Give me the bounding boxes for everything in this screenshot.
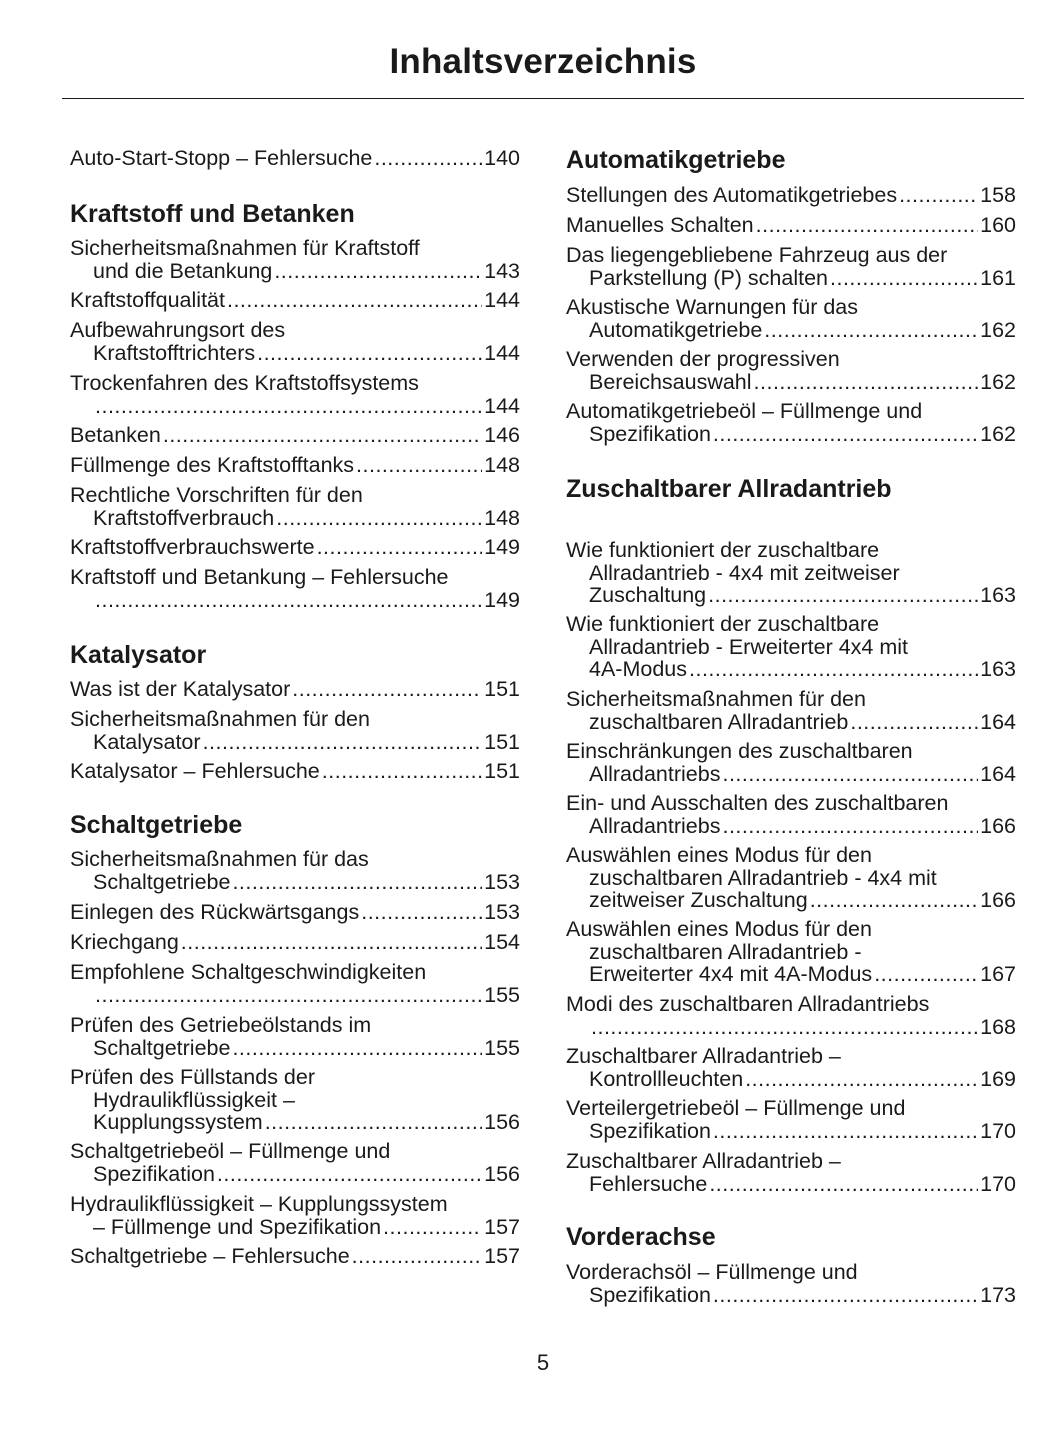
toc-page-number: 169 [980, 1066, 1016, 1091]
toc-entry-line [566, 371, 1016, 394]
toc-entry[interactable] [70, 931, 520, 954]
toc-entry-text: Kraftstoffverbrauchswerte [70, 535, 315, 559]
toc-entry[interactable] [70, 760, 520, 783]
toc-entry[interactable] [70, 1140, 520, 1185]
toc-entry-text: Bereichsauswahl [589, 369, 752, 394]
toc-entry[interactable] [70, 708, 520, 753]
toc-entry-line [70, 319, 520, 342]
toc-entry-line [566, 584, 1016, 607]
dot-leader [163, 424, 482, 447]
dot-leader [689, 658, 978, 681]
toc-entry-text: Allradantrieb - 4x4 mit zeitweiser [589, 560, 900, 585]
toc-page-number: 162 [980, 369, 1016, 394]
toc-entry[interactable] [70, 319, 520, 364]
toc-entry-line [566, 993, 1016, 1016]
dot-leader [356, 454, 482, 477]
toc-entry-text: – Füllmenge und Spezifikation [93, 1214, 382, 1239]
dot-leader [756, 214, 978, 237]
toc-entry-text: Rechtliche Vorschriften für den [70, 483, 363, 507]
toc-entry-text: Allradantriebs [589, 813, 721, 838]
toc-entry-line [70, 848, 520, 871]
toc-entry[interactable] [70, 1193, 520, 1238]
toc-page-number: 160 [980, 213, 1016, 237]
toc-entry-text: Zuschaltbarer Allradantrieb – [566, 1044, 841, 1068]
toc-entry-text: Spezifikation [589, 1282, 711, 1307]
toc-entry-text: Schaltgetriebeöl – Füllmenge und [70, 1139, 391, 1163]
toc-page-number: 149 [484, 587, 520, 612]
dot-leader [232, 871, 482, 894]
toc-entry-line [70, 901, 520, 924]
toc-page-number: 158 [980, 183, 1016, 207]
toc-page-number: 146 [484, 423, 520, 447]
dot-leader [203, 731, 483, 754]
toc-entry-text: Schaltgetriebe [93, 869, 231, 894]
section-heading: Katalysator [70, 641, 207, 669]
toc-page-number: 155 [484, 982, 520, 1007]
toc-entry-text: Zuschaltbarer Allradantrieb – [566, 1149, 841, 1173]
toc-entry-text: Verteilergetriebeöl – Füllmenge und [566, 1096, 906, 1120]
toc-entry-line [70, 931, 520, 954]
toc-entry-line [566, 1068, 1016, 1091]
toc-entry-line [70, 237, 520, 260]
toc-entry-line [70, 289, 520, 312]
toc-entry-text: Hydraulikflüssigkeit – [93, 1087, 295, 1112]
toc-entry-text: Prüfen des Füllstands der [70, 1065, 315, 1089]
dot-leader [276, 507, 482, 530]
toc-entry-line [70, 678, 520, 701]
toc-page-number: 143 [484, 258, 520, 283]
dot-leader [95, 395, 482, 418]
toc-entry-line [566, 613, 1016, 636]
toc-page-number: 157 [484, 1214, 520, 1239]
toc-entry-text: Sicherheitsmaßnahmen für das [70, 847, 369, 871]
toc-entry-text: Akustische Warnungen für das [566, 295, 858, 319]
toc-entry-text: Auswählen eines Modus für den [566, 843, 872, 867]
toc-page-number: 173 [980, 1282, 1016, 1307]
toc-page-number: 162 [980, 421, 1016, 446]
dot-leader [709, 1173, 978, 1196]
toc-entry-line [566, 296, 1016, 319]
dot-leader [383, 1216, 482, 1239]
toc-entry-line [70, 1245, 520, 1268]
toc-page-number: 156 [484, 1161, 520, 1186]
toc-entry-text: Schaltgetriebe – Fehlersuche [70, 1244, 350, 1268]
dot-leader [708, 584, 978, 607]
toc-entry-text: Vorderachsöl – Füllmenge und [566, 1260, 858, 1284]
toc-entry-text: Spezifikation [93, 1161, 215, 1186]
dot-leader [181, 931, 482, 954]
toc-entry[interactable] [70, 424, 520, 447]
toc-entry-line [70, 484, 520, 507]
toc-entry-line [566, 711, 1016, 734]
toc-page-number: 154 [484, 930, 520, 954]
toc-entry-text: Sicherheitsmaßnahmen für Kraftstoff [70, 236, 420, 260]
toc-entry[interactable] [566, 1045, 1016, 1090]
toc-entry-line [70, 708, 520, 731]
toc-entry[interactable] [70, 1014, 520, 1059]
toc-entry-line [566, 867, 1016, 890]
dot-leader [713, 423, 978, 446]
toc-entry-text: Allradantrieb - Erweiterter 4x4 mit [589, 634, 909, 659]
toc-entry-line [566, 636, 1016, 659]
toc-entry-line [70, 536, 520, 559]
toc-entry[interactable] [566, 1261, 1016, 1306]
toc-entry-text: Zuschaltung [589, 583, 707, 607]
toc-page-number: 161 [980, 265, 1016, 290]
toc-entry-line [566, 1261, 1016, 1284]
toc-entry[interactable] [70, 961, 520, 1006]
toc-entry-text: Sicherheitsmaßnahmen für den [70, 707, 370, 731]
toc-entry[interactable] [70, 147, 520, 170]
toc-entry-line [566, 244, 1016, 267]
toc-entry-text: Prüfen des Getriebeölstands im [70, 1013, 372, 1037]
toc-entry-line [566, 562, 1016, 585]
toc-entry[interactable] [566, 792, 1016, 837]
toc-entry-line [566, 941, 1016, 964]
toc-entry[interactable] [566, 1150, 1016, 1195]
toc-entry-line [566, 740, 1016, 763]
toc-entry[interactable] [70, 372, 520, 417]
toc-entry-text: Kupplungssystem [93, 1110, 263, 1134]
toc-page-number: 164 [980, 761, 1016, 786]
dot-leader [899, 184, 978, 207]
toc-entry[interactable] [70, 566, 520, 611]
toc-entry-text: zuschaltbaren Allradantrieb [589, 709, 849, 734]
toc-entry-line [566, 1150, 1016, 1173]
toc-entry-text: Parkstellung (P) schalten [589, 265, 828, 290]
dot-leader [95, 984, 482, 1007]
dot-leader [232, 1037, 482, 1060]
toc-entry-line [70, 372, 520, 395]
dot-leader [265, 1111, 482, 1134]
toc-entry-line [70, 342, 520, 365]
toc-entry-line [566, 889, 1016, 912]
toc-entry-text: Einlegen des Rückwärtsgangs [70, 900, 360, 924]
section-heading: Automatikgetriebe [566, 146, 786, 174]
toc-entry-line [70, 395, 520, 418]
toc-entry[interactable] [70, 901, 520, 924]
dot-leader [292, 678, 482, 701]
toc-page-number: 170 [980, 1118, 1016, 1143]
toc-entry[interactable] [566, 244, 1016, 289]
toc-entry-text: Spezifikation [589, 1118, 711, 1143]
toc-entry[interactable] [566, 1097, 1016, 1142]
toc-entry-line [566, 792, 1016, 815]
page-number: 5 [536, 1350, 550, 1375]
toc-page-number: 166 [980, 888, 1016, 912]
toc-entry-line [566, 815, 1016, 838]
toc-page-number: 164 [980, 709, 1016, 734]
toc-page-number: 162 [980, 317, 1016, 342]
toc-entry-text: Wie funktioniert der zuschaltbare [566, 612, 880, 636]
toc-entry-text: Kraftstoff und Betankung – Fehlersuche [70, 565, 449, 589]
toc-entry[interactable] [70, 289, 520, 312]
toc-page-number: 153 [484, 900, 520, 924]
toc-page-number: 148 [484, 505, 520, 530]
toc-page-number: 168 [980, 1014, 1016, 1039]
dot-leader [830, 267, 978, 290]
toc-page-number: 140 [484, 146, 520, 170]
toc-entry-text: Trockenfahren des Kraftstoffsystems [70, 371, 419, 395]
toc-page-number: 167 [980, 962, 1016, 986]
toc-entry[interactable] [566, 688, 1016, 733]
toc-entry-text: Füllmenge des Kraftstofftanks [70, 453, 355, 477]
toc-entry-line [70, 1111, 520, 1134]
dot-leader [754, 371, 979, 394]
toc-entry-text: zeitweiser Zuschaltung [589, 888, 808, 912]
dot-leader [95, 589, 482, 612]
toc-entry-line [566, 184, 1016, 207]
toc-page-number: 151 [484, 759, 520, 783]
section-heading: Kraftstoff und Betanken [70, 200, 355, 228]
toc-entry[interactable] [566, 613, 1016, 681]
toc-entry-text: zuschaltbaren Allradantrieb - 4x4 mit [589, 865, 937, 890]
toc-entry-text: Verwenden der progressiven [566, 347, 840, 371]
toc-entry-line [566, 763, 1016, 786]
toc-entry-line [566, 1097, 1016, 1120]
toc-entry-text: Auto-Start-Stopp – Fehlersuche [70, 146, 373, 170]
toc-entry-text: Automatikgetriebe [589, 317, 763, 342]
toc-entry-text: Stellungen des Automatikgetriebes [566, 183, 898, 207]
toc-entry-line [566, 1120, 1016, 1143]
toc-entry[interactable] [566, 844, 1016, 912]
toc-entry-text: Betanken [70, 423, 161, 447]
toc-entry-line [566, 963, 1016, 986]
toc-entry-line [70, 1066, 520, 1089]
dot-leader [317, 536, 483, 559]
toc-page-number: 148 [484, 453, 520, 477]
toc-page-number: 157 [484, 1244, 520, 1268]
toc-page-number: 166 [980, 813, 1016, 838]
toc-entry[interactable] [70, 484, 520, 529]
section-heading: Schaltgetriebe [70, 811, 243, 839]
toc-entry-text: Auswählen eines Modus für den [566, 917, 872, 941]
dot-leader [591, 1016, 978, 1039]
toc-entry[interactable] [70, 536, 520, 559]
dot-leader [713, 1284, 978, 1307]
dot-leader [257, 342, 482, 365]
dot-leader [764, 319, 978, 342]
toc-entry-line [70, 424, 520, 447]
toc-entry-text: Kontrollleuchten [589, 1066, 744, 1091]
toc-entry-text: Sicherheitsmaßnahmen für den [566, 687, 866, 711]
toc-entry-text: Kraftstofftrichters [93, 340, 256, 365]
toc-entry-text: zuschaltbaren Allradantrieb - [589, 939, 862, 964]
toc-entry-text: Allradantriebs [589, 761, 721, 786]
toc-entry-line [70, 1193, 520, 1216]
dot-leader [374, 147, 482, 170]
toc-page-number: 151 [484, 677, 520, 701]
toc-entry[interactable] [566, 296, 1016, 341]
toc-entry-line [566, 918, 1016, 941]
toc-entry-line [70, 454, 520, 477]
toc-entry-line [566, 1045, 1016, 1068]
toc-entry-line [70, 1037, 520, 1060]
toc-entry-line [566, 348, 1016, 371]
toc-entry-line [566, 539, 1016, 562]
toc-entry[interactable] [566, 184, 1016, 207]
toc-entry[interactable] [70, 1066, 520, 1134]
toc-page-number: 149 [484, 535, 520, 559]
title-divider [62, 98, 1024, 99]
toc-entry-text: Spezifikation [589, 421, 711, 446]
toc-page-number: 153 [484, 869, 520, 894]
toc-page-number: 163 [980, 657, 1016, 681]
toc-entry[interactable] [566, 539, 1016, 607]
toc-entry-text: Einschränkungen des zuschaltbaren [566, 739, 913, 763]
toc-entry-text: Kriechgang [70, 930, 179, 954]
toc-entry-line [70, 984, 520, 1007]
dot-leader [352, 1245, 482, 1268]
toc-entry[interactable] [70, 848, 520, 893]
toc-page-number: 144 [484, 288, 520, 312]
toc-page-number: 144 [484, 393, 520, 418]
toc-page-number: 144 [484, 340, 520, 365]
toc-entry-line [566, 400, 1016, 423]
toc-entry[interactable] [70, 1245, 520, 1268]
toc-entry-line [70, 1089, 520, 1112]
dot-leader [322, 760, 482, 783]
toc-entry-text: Fehlersuche [589, 1171, 708, 1196]
toc-entry-text: Kraftstoffverbrauch [93, 505, 275, 530]
toc-entry-text: Automatikgetriebeöl – Füllmenge und [566, 399, 923, 423]
dot-leader [722, 763, 978, 786]
dot-leader [227, 289, 482, 312]
toc-entry-line [566, 1016, 1016, 1039]
toc-entry-text: Kraftstoffqualität [70, 288, 225, 312]
toc-entry-text: Katalysator [93, 729, 201, 754]
dot-leader [850, 711, 978, 734]
section-heading: Zuschaltbarer Allradantrieb [566, 475, 892, 503]
toc-entry-line [566, 267, 1016, 290]
toc-entry-line [566, 1284, 1016, 1307]
toc-entry-line [566, 688, 1016, 711]
toc-entry-line [70, 566, 520, 589]
toc-entry-text: Wie funktioniert der zuschaltbare [566, 538, 880, 562]
toc-entry-line [566, 319, 1016, 342]
toc-entry-line [70, 961, 520, 984]
dot-leader [810, 889, 978, 912]
toc-page-number: 156 [484, 1110, 520, 1134]
toc-entry[interactable] [566, 993, 1016, 1038]
toc-entry-text: Was ist der Katalysator [70, 677, 291, 701]
dot-leader [217, 1163, 482, 1186]
toc-entry-text: Hydraulikflüssigkeit – Kupplungssystem [70, 1192, 448, 1216]
toc-entry-line [566, 214, 1016, 237]
toc-entry-line [566, 658, 1016, 681]
toc-entry-text: Aufbewahrungsort des [70, 318, 286, 342]
toc-entry-line [70, 507, 520, 530]
toc-entry[interactable] [70, 237, 520, 282]
toc-entry[interactable] [70, 678, 520, 701]
toc-entry-text: Erweiterter 4x4 mit 4A-Modus [589, 962, 873, 986]
dot-leader [361, 901, 482, 924]
dot-leader [874, 963, 978, 986]
toc-entry-line [70, 1216, 520, 1239]
toc-entry-line [70, 1140, 520, 1163]
toc-entry-text: Katalysator – Fehlersuche [70, 759, 320, 783]
toc-entry-text: Modi des zuschaltbaren Allradantriebs [566, 992, 930, 1016]
toc-entry-text: Schaltgetriebe [93, 1035, 231, 1060]
dot-leader [745, 1068, 978, 1091]
toc-entry[interactable] [566, 214, 1016, 237]
toc-entry-line [70, 871, 520, 894]
toc-entry-line [70, 1014, 520, 1037]
toc-entry-line [566, 844, 1016, 867]
toc-entry-text: Empfohlene Schaltgeschwindigkeiten [70, 960, 427, 984]
dot-leader [713, 1120, 978, 1143]
toc-entry-line [70, 1163, 520, 1186]
toc-page-number: 170 [980, 1171, 1016, 1196]
toc-entry-text: Ein- und Ausschalten des zuschaltbaren [566, 791, 949, 815]
toc-entry-line [70, 589, 520, 612]
toc-entry-line [70, 260, 520, 283]
toc-entry-line [566, 1173, 1016, 1196]
toc-entry-text: 4A-Modus [589, 657, 687, 681]
toc-page-number: 151 [484, 729, 520, 754]
toc-entry[interactable] [566, 918, 1016, 986]
toc-page-number: 163 [980, 583, 1016, 607]
page-title: Inhaltsverzeichnis [389, 42, 697, 81]
toc-entry[interactable] [566, 348, 1016, 393]
toc-page-number: 155 [484, 1035, 520, 1060]
toc-entry[interactable] [566, 740, 1016, 785]
dot-leader [274, 260, 482, 283]
toc-entry-text: und die Betankung [93, 258, 273, 283]
toc-entry[interactable] [566, 400, 1016, 445]
toc-entry-text: Manuelles Schalten [566, 213, 754, 237]
toc-entry-line [566, 423, 1016, 446]
toc-entry-text: Das liegengebliebene Fahrzeug aus der [566, 243, 948, 267]
section-heading: Vorderachse [566, 1223, 716, 1251]
toc-entry-line [70, 760, 520, 783]
dot-leader [722, 815, 978, 838]
toc-entry[interactable] [70, 454, 520, 477]
toc-entry-line [70, 147, 520, 170]
toc-entry-line [70, 731, 520, 754]
